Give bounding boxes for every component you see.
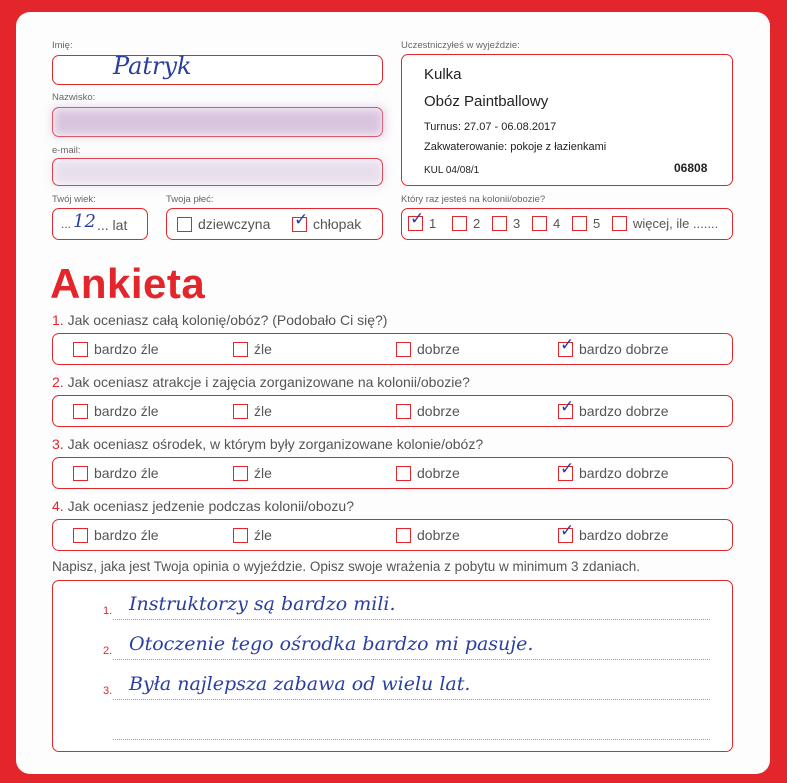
rating-option[interactable]: źle — [233, 340, 272, 357]
checkbox[interactable] — [396, 466, 411, 481]
rating-option[interactable]: źle — [233, 526, 272, 543]
rating-option[interactable]: bardzo źle — [73, 526, 159, 543]
rating-option[interactable]: dobrze — [396, 526, 460, 543]
times-option-5[interactable]: 5 — [572, 215, 600, 231]
email-field[interactable] — [52, 158, 383, 186]
surname-field[interactable] — [52, 107, 383, 137]
checkbox[interactable] — [73, 466, 88, 481]
checkbox[interactable] — [558, 520, 575, 543]
times-option-4[interactable]: 4 — [532, 215, 560, 231]
trip-number: 06808 — [674, 161, 708, 175]
checkbox[interactable] — [572, 216, 587, 231]
checkbox[interactable] — [396, 342, 411, 357]
checkbox[interactable] — [292, 209, 309, 232]
checkbox[interactable] — [233, 466, 248, 481]
check-mark-icon: ✓ — [560, 334, 575, 355]
trip-info-box — [401, 54, 733, 186]
opinion-prompt: Napisz, jaka jest Twoja opinia o wyjeździe. Opisz swoje wrażenia z pobytu w minimum 3 zdaniach. — [52, 559, 641, 574]
age-label: Twój wiek: — [52, 194, 96, 205]
age-field[interactable] — [52, 208, 148, 240]
checkbox[interactable] — [73, 528, 88, 543]
checkbox[interactable] — [73, 342, 88, 357]
trip-label: Uczestniczyłeś w wyjeździe: — [401, 40, 520, 51]
checkbox[interactable] — [558, 396, 575, 419]
name-value: Patryk — [113, 52, 192, 80]
gender-field — [166, 208, 383, 240]
question-text: 1. Jak oceniasz całą kolonię/obóz? (Podobało Ci się?) — [52, 312, 388, 328]
opinion-box[interactable] — [52, 580, 733, 752]
age-suffix: ... lat — [97, 217, 128, 233]
checkbox[interactable] — [396, 528, 411, 543]
surname-redaction — [53, 108, 384, 136]
checkbox[interactable] — [408, 209, 425, 231]
checkbox[interactable] — [177, 217, 192, 232]
checkbox[interactable] — [532, 216, 547, 231]
rating-row — [52, 333, 733, 365]
rating-option[interactable]: bardzo źle — [73, 464, 159, 481]
ruled-line — [113, 619, 710, 620]
rating-row — [52, 519, 733, 551]
opinion-number: 3. — [103, 685, 113, 697]
rating-option[interactable]: ✓ bardzo dobrze — [560, 396, 669, 420]
rating-option[interactable]: dobrze — [396, 340, 460, 357]
trip-location: Kulka — [424, 66, 462, 83]
name-field[interactable] — [52, 52, 383, 85]
checkbox[interactable] — [396, 404, 411, 419]
question-text: 3. Jak oceniasz ośrodek, w którym były zorganizowane kolonie/obóz? — [52, 436, 484, 452]
ruled-line — [113, 739, 710, 740]
times-option-3[interactable]: 3 — [492, 215, 520, 231]
rating-option[interactable]: dobrze — [396, 464, 460, 481]
survey-title: Ankieta — [50, 260, 206, 307]
check-mark-icon: ✓ — [410, 209, 425, 230]
check-mark-icon: ✓ — [560, 458, 575, 479]
checkbox[interactable] — [492, 216, 507, 231]
times-option-more[interactable]: więcej, ile ....... — [612, 215, 718, 231]
checkbox[interactable] — [558, 458, 575, 481]
opinion-number: 2. — [103, 645, 113, 657]
opinion-text: Otoczenie tego ośrodka bardzo mi pasuje. — [129, 633, 534, 655]
ruled-line — [113, 659, 710, 660]
checkbox[interactable] — [612, 216, 627, 231]
email-label: e-mail: — [52, 145, 81, 156]
check-mark-icon: ✓ — [560, 520, 575, 541]
rating-option[interactable]: źle — [233, 464, 272, 481]
question-text: 2. Jak oceniasz atrakcje i zajęcia zorganizowane na kolonii/obozie? — [52, 374, 470, 390]
survey-sheet — [16, 12, 770, 774]
times-option-2[interactable]: 2 — [452, 215, 480, 231]
opinion-text: Była najlepsza zabawa od wielu lat. — [129, 673, 471, 695]
question-text: 4. Jak oceniasz jedzenie podczas kolonii/obozu? — [52, 498, 354, 514]
age-prefix: ... — [61, 217, 72, 231]
checkbox[interactable] — [73, 404, 88, 419]
times-option-1[interactable]: ✓ 1 — [410, 209, 437, 232]
trip-name: Obóz Paintballowy — [424, 93, 549, 110]
rating-option[interactable]: bardzo źle — [73, 402, 159, 419]
surname-label: Nazwisko: — [52, 92, 96, 103]
gender-option-female[interactable]: dziewczyna — [177, 215, 270, 232]
opinion-text: Instruktorzy są bardzo mili. — [129, 593, 396, 615]
rating-option[interactable]: bardzo źle — [73, 340, 159, 357]
checkbox[interactable] — [233, 404, 248, 419]
check-mark-icon: ✓ — [560, 396, 575, 417]
rating-option[interactable]: dobrze — [396, 402, 460, 419]
checkbox[interactable] — [233, 528, 248, 543]
age-value: 12 — [73, 211, 96, 232]
rating-row — [52, 457, 733, 489]
checkbox[interactable] — [452, 216, 467, 231]
gender-label: Twoja płeć: — [166, 194, 214, 205]
rating-option[interactable]: źle — [233, 402, 272, 419]
trip-accommodation: Zakwaterowanie: pokoje z łazienkami — [424, 141, 607, 153]
check-mark-icon: ✓ — [294, 209, 309, 230]
trip-code: KUL 04/08/1 — [424, 165, 480, 176]
ruled-line — [113, 699, 710, 700]
rating-option[interactable]: ✓ bardzo dobrze — [560, 334, 669, 358]
rating-row — [52, 395, 733, 427]
checkbox[interactable] — [558, 334, 575, 357]
rating-option[interactable]: ✓ bardzo dobrze — [560, 458, 669, 482]
opinion-number: 1. — [103, 605, 113, 617]
checkbox[interactable] — [233, 342, 248, 357]
name-label: Imię: — [52, 40, 73, 51]
rating-option[interactable]: ✓ bardzo dobrze — [560, 520, 669, 544]
times-label: Który raz jesteś na kolonii/obozie? — [401, 194, 546, 205]
email-redaction — [53, 159, 384, 185]
trip-turnus: Turnus: 27.07 - 06.08.2017 — [424, 121, 557, 133]
times-field — [401, 208, 733, 240]
gender-option-male[interactable]: ✓ chłopak — [294, 209, 362, 233]
